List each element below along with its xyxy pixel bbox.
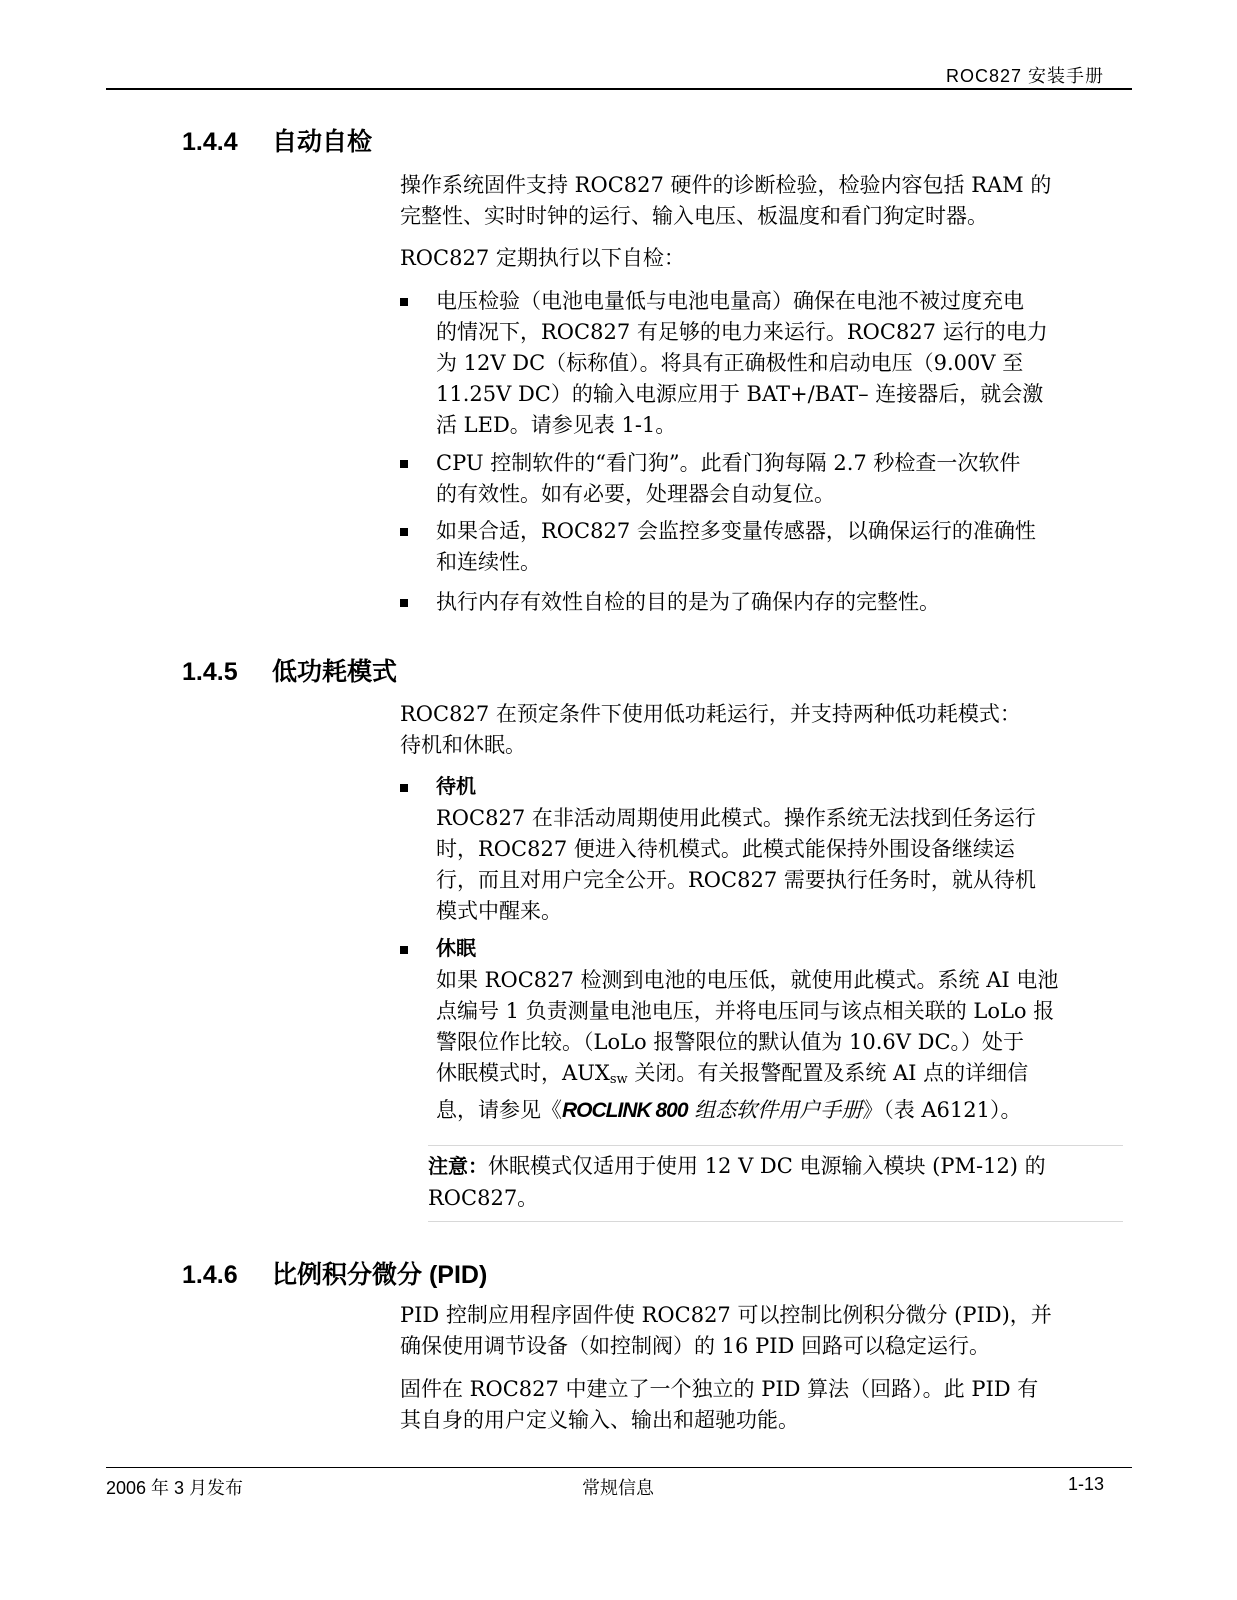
bullet-icon [400,298,408,306]
text-line: 时，ROC827 便进入待机模式。此模式能保持外围设备继续运 [436,837,1015,861]
text-line: 模式中醒来。 [436,899,562,923]
text-line: 休眠模式时，$AUX_{sw}$ 关闭。有关报警配置及系统 AI 点的详细信 [436,1061,1029,1087]
text-line: 的有效性。如有必要，处理器会自动复位。 [436,482,835,506]
text-line: 点编号 1 负责测量电池电压，并将电压同与该点相关联的 LoLo 报 [436,999,1055,1023]
bullet-icon [400,946,408,954]
list-item-text: 执行内存有效性自检的目的是为了确保内存的完整性。 [436,590,940,614]
section-number: 1.4.5 [182,658,238,686]
footer-date: 2006 年 3 月发布 [106,1478,244,1498]
footer-section: 常规信息 [582,1478,654,1498]
section-number: 1.4.4 [182,128,238,156]
list-item [400,516,1130,578]
section-heading-1-4-4 [182,122,372,158]
text-line: CPU 控制软件的“看门狗”。此看门狗每隔 2.7 秒检查一次软件 [436,451,1021,475]
text-line: 其自身的用户定义输入、输出和超驰功能。 [400,1408,799,1432]
note-box [428,1145,1123,1222]
section-number: 1.4.6 [182,1261,238,1289]
list-item-text [436,516,1130,578]
subscript: sw [609,1072,628,1087]
paragraph: ROC827 定期执行以下自检： [400,246,685,270]
text-line: 和连续性。 [436,550,541,574]
list-item [400,587,1130,618]
list-item-text [436,934,1130,1126]
text-line: 行，而且对用户完全公开。ROC827 需要执行任务时，就从待机 [436,868,1036,892]
text-line: 完整性、实时时钟的运行、输入电压、板温度和看门狗定时器。 [400,204,988,228]
text-line: 警限位作比较。（LoLo 报警限位的默认值为 10.6V DC。）处于 [436,1030,1025,1054]
text-line: 如果合适，ROC827 会监控多变量传感器，以确保运行的准确性 [436,519,1036,543]
paragraph [400,1374,1120,1436]
section-title: 自动自检 [272,128,373,156]
bullet-icon [400,460,408,468]
list-item-text [436,772,1130,927]
text-line: 电压检验（电池电量低与电池电量高）确保在电池不被过度充电 [436,289,1024,313]
list-item-label: 休眠 [436,938,476,960]
running-header-title: ROC827 安装手册 [945,66,1104,86]
text-line: 如果 ROC827 检测到电池的电压低，就使用此模式。系统 AI 电池 [436,968,1059,992]
section-heading-1-4-6 [182,1255,487,1291]
bullet-icon [400,528,408,536]
list-item [400,448,1130,510]
list-item-standby [400,772,1130,927]
reference-title: ROCLINK 800 [562,1099,688,1122]
text-line: 确保使用调节设备（如控制阀）的 16 PID 回路可以稳定运行。 [400,1334,991,1358]
text-line: 固件在 ROC827 中建立了一个独立的 PID 算法（回路）。此 PID 有 [400,1377,1039,1401]
list-item-label: 待机 [436,776,476,798]
paragraph [400,1300,1120,1362]
bullet-icon [400,784,408,792]
text-line: 11.25V DC）的输入电源应用于 BAT+/BAT– 连接器后，就会激 [436,382,1044,406]
text-line: 的情况下，ROC827 有足够的电力来运行。ROC827 运行的电力 [436,320,1048,344]
section-title: 低功耗模式 [272,658,398,686]
reference-title-cn: 组态软件用户手册 [687,1098,863,1122]
section-heading-1-4-5 [182,652,397,688]
text-line: PID 控制应用程序固件使 ROC827 可以控制比例积分微分 (PID)，并 [400,1303,1052,1327]
paragraph [400,170,1120,232]
section-title: 比例积分微分 (PID) [272,1261,488,1289]
list-item [400,286,1130,441]
text-line: 活 LED。请参见表 1-1。 [436,413,677,437]
text-line: ROC827 在预定条件下使用低功耗运行，并支持两种低功耗模式： [400,702,1021,726]
header-rule [106,88,1132,90]
note-label: 注意： [428,1156,488,1178]
note-text: ROC827。 [428,1186,539,1210]
footer-page-number: 1-13 [1067,1474,1104,1494]
text-line: 待机和休眠。 [400,733,526,757]
text-line: 息，请参见《ROCLINK 800 组态软件用户手册》（表 A6121）。 [436,1098,1022,1122]
footer-rule [106,1467,1132,1468]
text-line: ROC827 在非活动周期使用此模式。操作系统无法找到任务运行 [436,806,1036,830]
paragraph [400,699,1120,761]
bullet-icon [400,599,408,607]
text-line: 操作系统固件支持 ROC827 硬件的诊断检验，检验内容包括 RAM 的 [400,173,1052,197]
text-line: 为 12V DC（标称值）。将具有正确极性和启动电压（9.00V 至 [436,351,1024,375]
note-text: 休眠模式仅适用于使用 12 V DC 电源输入模块 (PM-12) 的 [488,1154,1046,1178]
list-item-text [436,448,1130,510]
list-item-sleep [400,934,1130,1126]
list-item-text [436,286,1130,441]
